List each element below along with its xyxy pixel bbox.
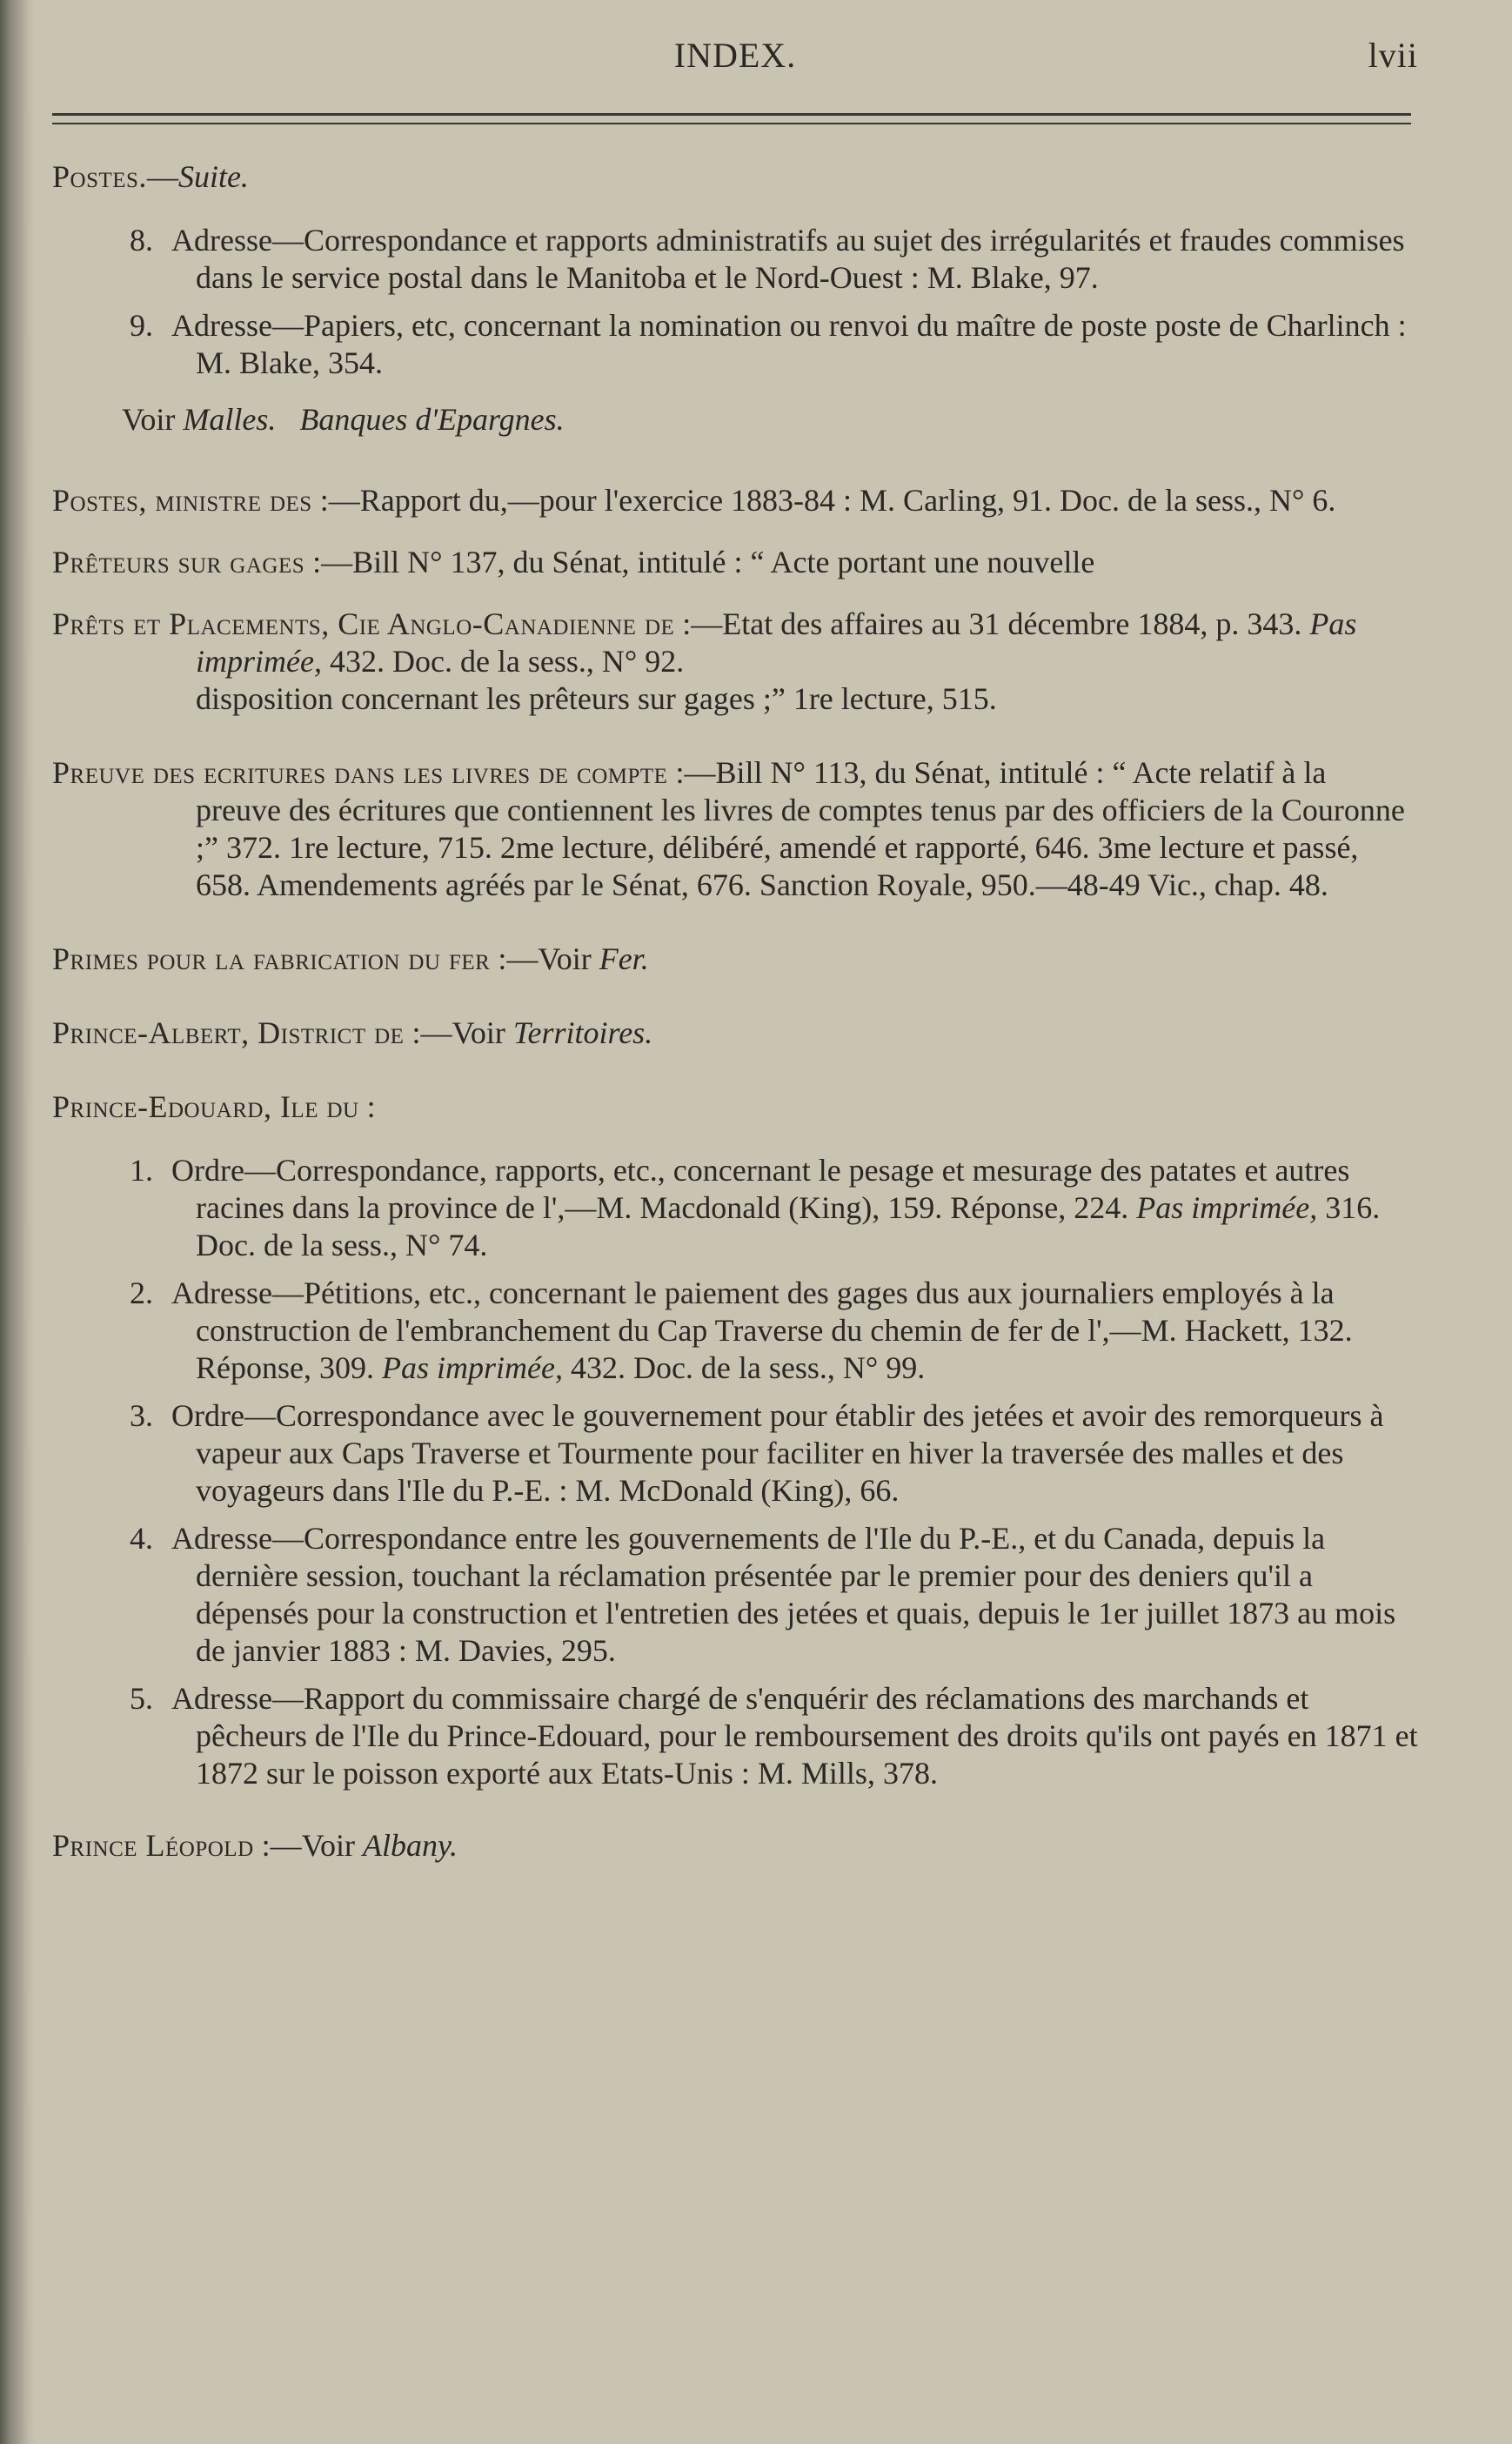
header-double-rule xyxy=(52,113,1411,124)
index-page xyxy=(52,0,1418,2444)
entry-prince-albert: Prince-Albert, District de :—Voir Territoires. xyxy=(52,1015,653,1050)
entry-head: Primes pour la fabrication du fer xyxy=(52,941,491,976)
entry-head: Postes, ministre des xyxy=(52,483,312,518)
entry-head: Prêts et Placements, Cie Anglo-Canadienne de xyxy=(52,606,675,641)
index-content xyxy=(52,158,1418,1901)
entry-primes: Primes pour la fabrication du fer :—Voir Fer. xyxy=(52,941,649,976)
list-item: 5. Adresse—Rapport du commissaire chargé de s'enquérir des réclamations des marchands et pêcheurs de l'Ile du Prince-Edouard, pour le remboursement des droits qu'ils ont payés en 1871 et 1872 sur le poisson exporté aux Etats-Unis : M. Mills, 378. xyxy=(130,1681,1418,1791)
page-number: lvii xyxy=(1368,36,1418,75)
entry-prets-placements: Prêts et Placements, Cie Anglo-Canadienne de :—Etat des affaires au 31 décembre 1884, p. 343. Pas imprimée, 432. Doc. de la sess., N° 92. disposition concernant les prêteurs sur gages ;” 1re lecture, 515. xyxy=(52,606,1357,716)
cross-reference: Voir Malles. Banques d'Epargnes. xyxy=(122,402,565,437)
entry-head: Prêteurs sur gages xyxy=(52,545,305,579)
list-item: 3. Ordre—Correspondance avec le gouvernement pour établir des jetées et avoir des remorqueurs à vapeur aux Caps Traverse et Tourmente pour faciliter en hiver la traversée des malles et des voyageurs dans l'Ile du P.-E. : M. McDonald (King), 66. xyxy=(130,1398,1384,1508)
entry-postes-ministre: Postes, ministre des :—Rapport du,—pour l'exercice 1883-84 : M. Carling, 91. Doc. de la sess., N° 6. xyxy=(52,483,1336,518)
entry-head: Prince-Albert, District de xyxy=(52,1015,405,1050)
entry-head: Postes. xyxy=(52,159,147,194)
entry-postes: Postes.—Suite. xyxy=(52,159,249,194)
entry-prince-edouard: Prince-Edouard, Ile du : xyxy=(52,1089,376,1124)
list-item: 4. Adresse—Correspondance entre les gouvernements de l'Ile du P.-E., et du Canada, depuis la dernière session, touchant la réclamation présentée par le premier pour des deniers qu'il a dépensés pour la construction et l'entretien des jetées et quais, depuis le 1er juillet 1873 au mois de janvier 1883 : M. Davies, 295. xyxy=(130,1521,1396,1668)
entry-head: Prince Léopold xyxy=(52,1828,254,1863)
page-binding-shadow xyxy=(0,0,35,2444)
list-item: 1. Ordre—Correspondance, rapports, etc., concernant le pesage et mesurage des patates et autres racines dans la province de l',—M. Macdonald (King), 159. Réponse, 224. Pas imprimée, 316. Doc. de la sess., N° 74. xyxy=(130,1153,1381,1262)
entry-head: Prince-Edouard, Ile du xyxy=(52,1089,359,1124)
entry-preuve-ecritures: Preuve des ecritures dans les livres de compte :—Bill N° 113, du Sénat, intitulé : “ Acte relatif à la preuve des écritures que contiennent les livres de comptes tenus par des officiers de la Couronne ;” 372. 1re lecture, 715. 2me lecture, délibéré, amendé et rapporté, 646. 3me lecture et passé, 658. Amendements agréés par le Sénat, 676. Sanction Royale, 950.—48-49 Vic., chap. 48. xyxy=(52,755,1405,902)
list-item: 2. Adresse—Pétitions, etc., concernant le paiement des gages dus aux journaliers employés à la construction de l'embranchement du Cap Traverse du chemin de fer de l',—M. Hackett, 132. Réponse, 309. Pas imprimée, 432. Doc. de la sess., N° 99. xyxy=(130,1276,1353,1385)
entry-suite: Suite. xyxy=(177,159,249,194)
list-item: 9. Adresse—Papiers, etc, concernant la nomination ou renvoi du maître de poste poste de Charlinch : M. Blake, 354. xyxy=(130,308,1407,380)
list-item: 8. Adresse—Correspondance et rapports administratifs au sujet des irrégularités et fraudes commises dans le service postal dans le Manitoba et le Nord-Ouest : M. Blake, 97. xyxy=(130,223,1405,295)
page-title: INDEX. xyxy=(673,36,797,75)
entry-prince-leopold: Prince Léopold :—Voir Albany. xyxy=(52,1828,458,1863)
entry-head: Preuve des ecritures dans les livres de compte xyxy=(52,755,668,790)
running-head xyxy=(52,35,1418,78)
entry-preteurs: Prêteurs sur gages :—Bill N° 137, du Sénat, intitulé : “ Acte portant une nouvelle xyxy=(52,545,1095,579)
